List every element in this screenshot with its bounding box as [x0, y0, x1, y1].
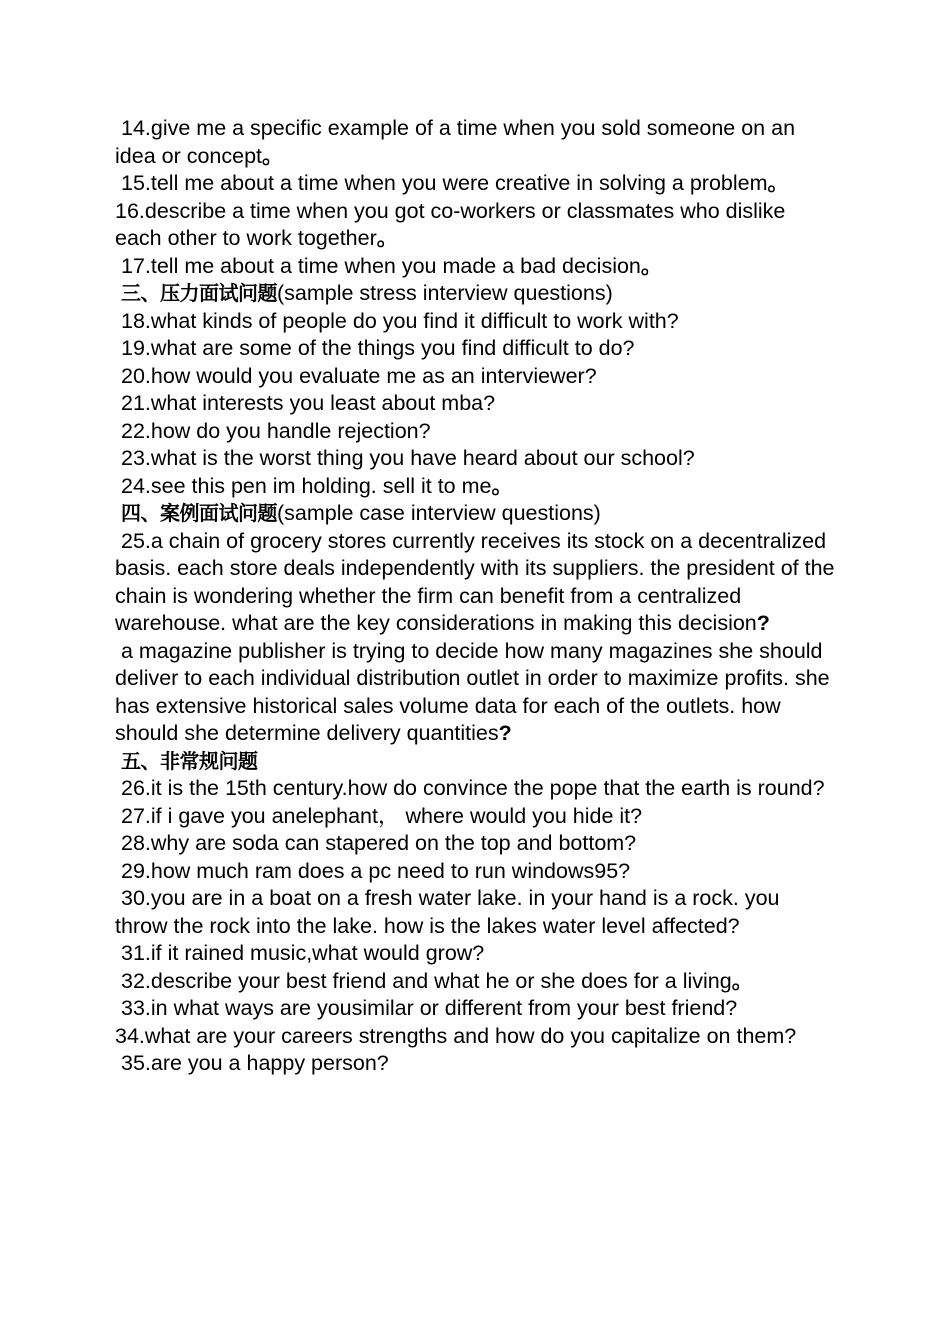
question-text: 31.if it rained music,what would grow? — [120, 941, 485, 965]
question-item — [115, 1050, 835, 1078]
question-text: 22.how do you handle rejection? — [120, 418, 431, 443]
question-end-punctuation: ? — [498, 721, 512, 745]
section-heading-title: 三、压力面试问题 — [120, 281, 277, 305]
question-text: 21.what interests you least about mba? — [120, 391, 496, 415]
question-text: 27.if i gave you anelephant， where would you hide it? — [120, 803, 643, 828]
question-item — [115, 418, 835, 446]
section-heading — [115, 748, 835, 776]
question-text: 18.what kinds of people do you find it difficult to work with? — [120, 308, 679, 333]
question-end-punctuation: ? — [756, 611, 770, 635]
question-text: 24.see this pen im holding. sell it to me — [120, 473, 492, 498]
question-end-punctuation: 。 — [640, 253, 663, 278]
question-text: 23.what is the worst thing you have heard about our school? — [120, 446, 695, 470]
question-text: 20.how would you evaluate me as an interviewer? — [120, 363, 597, 388]
question-text: 35.are you a happy person? — [120, 1051, 389, 1075]
question-item — [115, 473, 835, 501]
section-heading — [115, 280, 835, 308]
section-heading-subtitle: (sample case interview questions) — [276, 501, 601, 525]
question-item — [115, 803, 835, 831]
question-item — [115, 940, 835, 968]
question-end-punctuation: 。 — [376, 226, 399, 250]
question-item — [115, 253, 835, 281]
question-end-punctuation: 。 — [767, 171, 790, 195]
question-item — [115, 445, 835, 473]
section-heading-title: 五、非常规问题 — [120, 748, 258, 773]
question-text: 32.describe your best friend and what he or she does for a living — [120, 968, 732, 993]
section-heading-subtitle: (sample stress interview questions) — [276, 281, 613, 305]
question-item — [115, 198, 835, 253]
question-item — [115, 638, 835, 748]
question-item — [115, 390, 835, 418]
section-heading — [115, 500, 835, 528]
question-text: 28.why are soda can stapered on the top and bottom? — [120, 831, 637, 855]
document-page — [115, 115, 835, 1078]
question-item — [115, 170, 835, 198]
question-end-punctuation: 。 — [731, 968, 754, 993]
question-item — [115, 885, 835, 940]
question-text: 33.in what ways are yousimilar or different from your best friend? — [120, 996, 738, 1020]
question-text: 14.give me a specific example of a time when you sold someone on an idea or concept — [115, 116, 796, 168]
question-item — [115, 363, 835, 391]
question-item — [115, 830, 835, 858]
question-item — [115, 115, 835, 170]
question-text: a magazine publisher is trying to decide how many magazines she should deliver to each individual distribution outlet in order to maximize profits. she has extensive historical sales volume data for each of the outlets. how should she determine delivery quantities — [115, 638, 830, 745]
question-end-punctuation: 。 — [262, 143, 284, 168]
question-end-punctuation: 。 — [491, 473, 513, 498]
question-item — [115, 775, 835, 803]
question-text: 34.what are your careers strengths and how do you capitalize on them? — [115, 1023, 797, 1048]
question-item — [115, 308, 835, 336]
question-text: 15.tell me about a time when you were creative in solving a problem — [120, 171, 768, 195]
question-item — [115, 335, 835, 363]
question-text: 17.tell me about a time when you made a bad decision — [120, 253, 641, 278]
question-item — [115, 995, 835, 1023]
question-text: 19.what are some of the things you find difficult to do? — [120, 336, 635, 360]
question-text: 16.describe a time when you got co-workers or classmates who dislike each other to work together — [115, 198, 786, 250]
question-text: 29.how much ram does a pc need to run windows95? — [120, 858, 631, 883]
question-text: 26.it is the 15th century.how do convince the pope that the earth is round? — [120, 776, 825, 800]
question-item — [115, 968, 835, 996]
question-item — [115, 858, 835, 886]
question-item — [115, 528, 835, 638]
question-text: 30.you are in a boat on a fresh water lake. in your hand is a rock. you throw the rock into the lake. how is the lakes water level affected? — [115, 886, 780, 938]
section-heading-title: 四、案例面试问题 — [120, 501, 277, 525]
question-item — [115, 1023, 835, 1051]
question-text: 25.a chain of grocery stores currently receives its stock on a decentralized basis. each store deals independently with its suppliers. the president of the chain is wondering whether the firm can benefit from a centralized warehouse. what are the key considerations in making this decision — [115, 528, 835, 635]
